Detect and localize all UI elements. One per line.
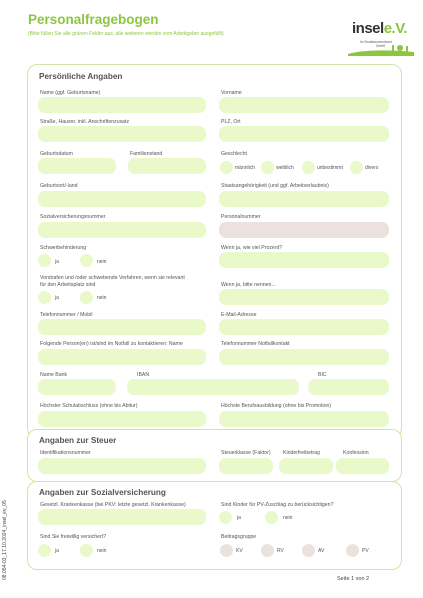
label-identifikationsnummer: Identifikationsnummer	[40, 450, 91, 456]
geburtsort-field[interactable]	[38, 191, 206, 207]
radio-kinder-ja[interactable]	[219, 511, 232, 524]
label-geburtsort: Geburtsort/-land	[40, 183, 78, 189]
notfall-person-field[interactable]	[38, 349, 206, 365]
label-kinder-pv: Sind Kinder für PV-Zuschlag zu berücksichtigen?	[221, 502, 334, 508]
label-vorstrafen: Vorstrafen und /oder schwebende Verfahren, wenn sie relevant	[40, 275, 185, 281]
kinderfreibetrag-field[interactable]	[279, 458, 333, 474]
section-heading-tax: Angaben zur Steuer	[39, 436, 117, 445]
label-geburtsdatum: Geburtsdatum	[40, 151, 73, 157]
plz-field[interactable]	[219, 126, 389, 142]
option-kv: KV	[236, 548, 243, 554]
document-code: 08.054-03_17.10.2024_insel_ev_05	[2, 500, 8, 580]
label-vorstrafen-2: für den Arbeitsplatz sind	[40, 282, 96, 288]
option-ja: ja	[55, 548, 59, 554]
option-unbestimmt: unbestimmt	[317, 165, 343, 171]
radio-freiwillig-ja[interactable]	[38, 544, 51, 557]
bank-field[interactable]	[38, 379, 116, 395]
radio-weiblich[interactable]	[261, 161, 274, 174]
label-wenn-ja-prozent: Wenn ja, wie viel Prozent?	[221, 245, 283, 251]
berufsausbildung-field[interactable]	[219, 411, 389, 427]
iban-field[interactable]	[127, 379, 299, 395]
radio-schwerbehinderung-nein[interactable]	[80, 254, 93, 267]
krankenkasse-field[interactable]	[38, 509, 206, 525]
radio-kinder-nein[interactable]	[265, 511, 278, 524]
schulabschluss-field[interactable]	[38, 411, 206, 427]
label-strasse: Straße, Hausnr. inkl. Anschriftenzusatz	[40, 119, 130, 125]
radio-schwerbehinderung-ja[interactable]	[38, 254, 51, 267]
geburtsdatum-field[interactable]	[38, 158, 116, 174]
label-familienstand: Familienstand	[130, 151, 163, 157]
radio-rv[interactable]	[261, 544, 274, 557]
option-rv: RV	[277, 548, 284, 554]
option-ja: ja	[237, 515, 241, 521]
identifikationsnummer-field[interactable]	[38, 458, 206, 474]
label-notfall-person: Folgende Person(en) ist/sind im Notfall zu kontaktieren: Name	[40, 341, 183, 347]
label-bank: Name Bank	[40, 372, 68, 378]
vorname-field[interactable]	[219, 97, 389, 113]
radio-vorstrafen-ja[interactable]	[38, 291, 51, 304]
radio-vorstrafen-nein[interactable]	[80, 291, 93, 304]
radio-unbestimmt[interactable]	[302, 161, 315, 174]
label-schulabschluss: Höchster Schulabschluss (ohne bis Abitur)	[40, 403, 138, 409]
page-title: Personalfragebogen	[28, 12, 159, 27]
label-steuerklasse: Steuerklasse (Faktor)	[221, 450, 271, 456]
name-field[interactable]	[38, 97, 206, 113]
label-geschlecht: Geschlecht	[221, 151, 247, 157]
option-nein: nein	[97, 295, 107, 301]
label-berufsausbildung: Höchste Berufsausbildung (ohne bis Promotion)	[221, 403, 332, 409]
label-vorname: Vorname	[221, 90, 242, 96]
radio-maennlich[interactable]	[220, 161, 233, 174]
label-kinderfreibetrag: Kinderfreibetrag	[283, 450, 320, 456]
staatsangehoerigkeit-field[interactable]	[219, 191, 389, 207]
option-weiblich: weiblich	[276, 165, 294, 171]
radio-divers[interactable]	[350, 161, 363, 174]
option-av: AV	[318, 548, 325, 554]
label-beitragsgruppe: Beitragsgruppe	[221, 534, 257, 540]
sozialversicherungsnummer-field[interactable]	[38, 222, 206, 238]
option-nein: nein	[97, 548, 107, 554]
telefon-field[interactable]	[38, 319, 206, 335]
page-subtitle: (Bitte füllen Sie alle grünen Felder aus, alle weiteren werden vom Arbeitgeber ausgefüllt)	[28, 31, 224, 37]
radio-pv[interactable]	[346, 544, 359, 557]
label-staatsangehoerigkeit: Staatsangehörigkeit (und ggf. Arbeitserlaubnis)	[221, 183, 329, 189]
personalnummer-field[interactable]	[219, 222, 389, 238]
option-nein: nein	[97, 259, 107, 265]
logo-subtext-2: GmbH	[376, 44, 386, 48]
option-nein: nein	[283, 515, 293, 521]
familienstand-field[interactable]	[128, 158, 206, 174]
option-ja: ja	[55, 259, 59, 265]
bic-field[interactable]	[308, 379, 389, 395]
radio-av[interactable]	[302, 544, 315, 557]
label-wenn-ja-nennen: Wenn ja, bitte nennen...	[221, 282, 276, 288]
label-personalnummer: Personalnummer	[221, 214, 261, 220]
label-krankenkasse: Gesetzl. Krankenkasse (bei PKV: letzte gesetzl. Krankenkasse)	[40, 502, 186, 508]
label-sozialversicherungsnummer: Sozialversicherungsnummer	[40, 214, 106, 220]
steuerklasse-field[interactable]	[219, 458, 273, 474]
section-heading-social: Angaben zur Sozialversicherung	[39, 488, 166, 497]
vorstrafen-field[interactable]	[219, 289, 389, 305]
email-field[interactable]	[219, 319, 389, 335]
konfession-field[interactable]	[336, 458, 389, 474]
label-bic: BIC	[318, 372, 327, 378]
logo-text: insele.V.	[352, 20, 407, 37]
label-konfession: Konfession	[343, 450, 369, 456]
option-pv: PV	[362, 548, 369, 554]
option-maennlich: männlich	[235, 165, 256, 171]
label-schwerbehinderung: Schwerbehinderung	[40, 245, 87, 251]
option-ja: ja	[55, 295, 59, 301]
logo-subtext: Im Sozialraumverbund	[360, 40, 392, 44]
strasse-field[interactable]	[38, 126, 206, 142]
notfall-tel-field[interactable]	[219, 349, 389, 365]
label-notfall-tel: Telefonnummer Notfallkontakt	[221, 341, 290, 347]
label-iban: IBAN	[137, 372, 150, 378]
radio-kv[interactable]	[220, 544, 233, 557]
label-plz: PLZ, Ort	[221, 119, 241, 125]
prozent-field[interactable]	[219, 252, 389, 268]
section-heading-personal: Persönliche Angaben	[39, 72, 123, 81]
label-telefon: Telefonnummer / Mobil	[40, 312, 93, 318]
label-name: Name (ggf. Geburtsname)	[40, 90, 101, 96]
label-freiwillig: Sind Sie freiwillig versichert?	[40, 534, 107, 540]
label-email: E-Mail-Adresse	[221, 312, 257, 318]
radio-freiwillig-nein[interactable]	[80, 544, 93, 557]
page-number: Seite 1 von 2	[337, 576, 370, 582]
option-divers: divers	[365, 165, 379, 171]
